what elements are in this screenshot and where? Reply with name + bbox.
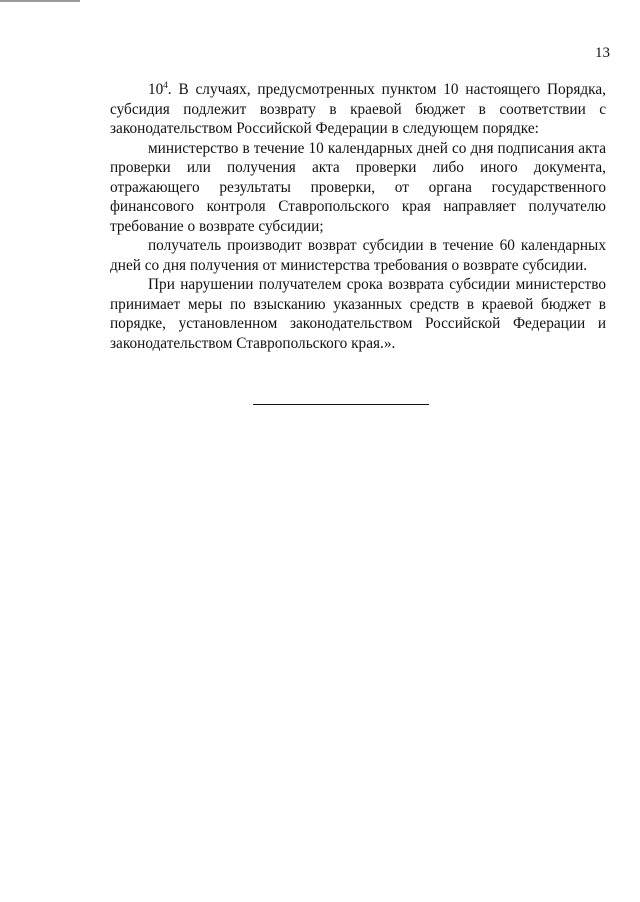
page-number: 13 xyxy=(595,45,610,61)
paragraph-text: . В случаях, предусмотренных пунктом 10 настоящего Порядка, субсидия подлежит возврату в краевой бюджет в соответствии с законодательством Российской Федерации в следующем порядке: xyxy=(110,81,606,137)
paragraph-10-4 xyxy=(110,80,606,139)
end-of-document-rule xyxy=(253,404,429,405)
scan-edge-mark xyxy=(0,0,80,2)
paragraph-violation-measures: При нарушении получателем срока возврата субсидии министерство принимает меры по взысканию указанных средств в краевой бюджет в порядке, установленном законодательством Российской Федерации и законодательством Ставропольского края.». xyxy=(110,276,606,352)
paragraph-number: 10 xyxy=(148,81,164,98)
paragraph-ministry-deadline: министерство в течение 10 календарных дней со дня подписания акта проверки или получения акта проверки либо иного документа, отражающего результаты проверки, от органа государственного финансового контроля Ставропольского края направляет получателю требование о возврате субсидии; xyxy=(110,139,606,235)
document-body xyxy=(110,80,606,353)
paragraph-number-superscript: 4 xyxy=(163,79,168,90)
paragraph-recipient-refund: получатель производит возврат субсидии в течение 60 календарных дней со дня получения от министерства требования о возврате субсидии. xyxy=(110,237,606,274)
